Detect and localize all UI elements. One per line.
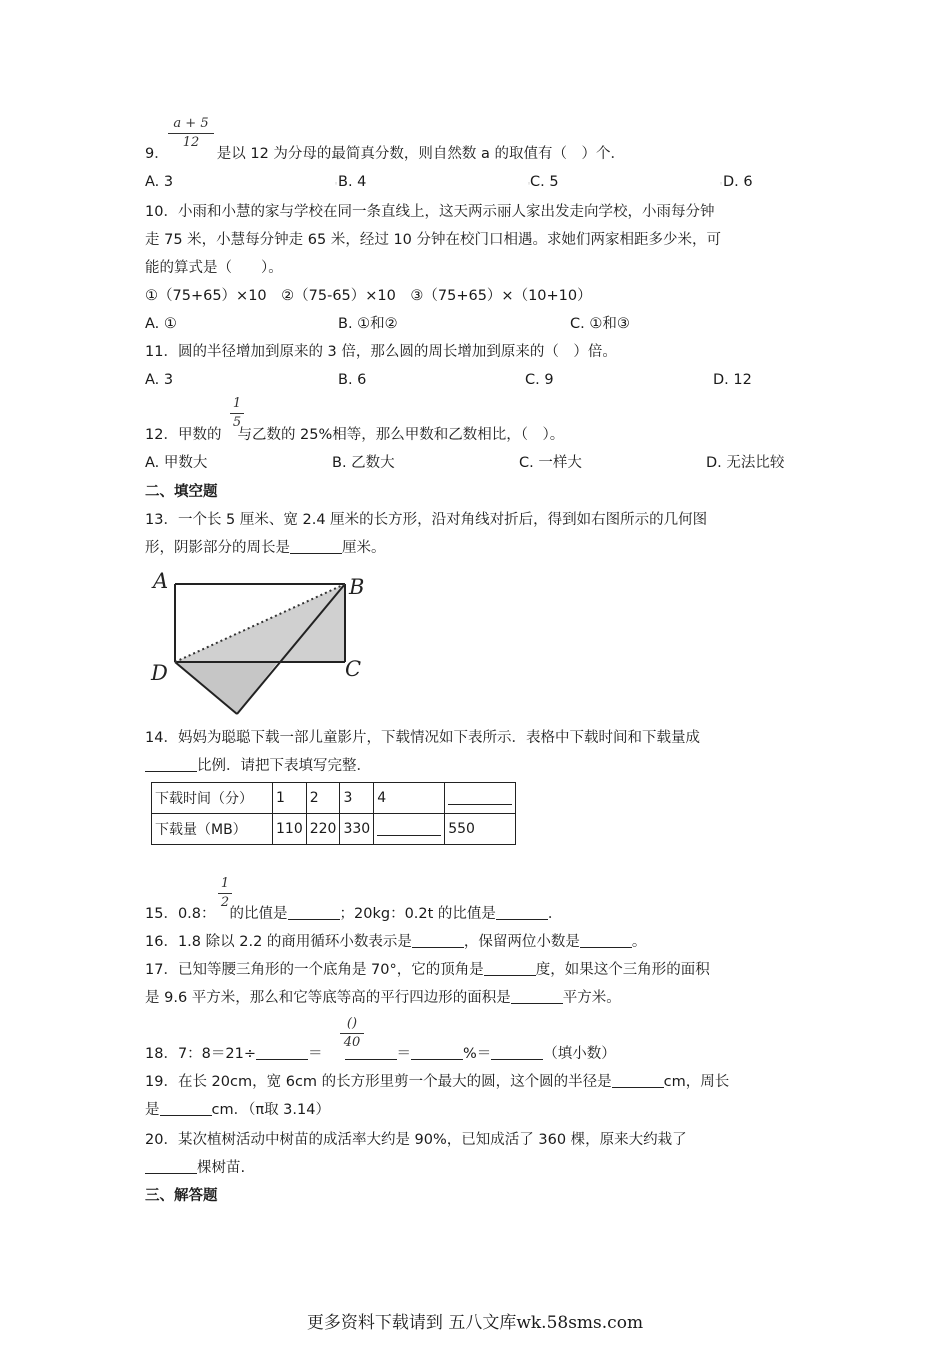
q9-option-d[interactable]: D. 6 <box>723 174 753 190</box>
table-row <box>152 814 516 845</box>
q9-question <box>145 144 625 164</box>
q13-line-2: 形，阴影部分的周长是 厘米。 <box>145 540 386 556</box>
q14-line-2: 比例．请把下表填写完整． <box>145 756 371 776</box>
q14-line-1: 14．妈妈为聪聪下载一部儿童影片，下载情况如下表所示．表格中下载时间和下载量成 <box>145 730 700 746</box>
q18-fraction-numerator: () <box>346 1016 358 1031</box>
q10-option-c[interactable]: C. ①和③ <box>570 316 630 332</box>
q11-option-d[interactable]: D. 12 <box>713 372 752 388</box>
q20-line-1: 20．某次植树活动中树苗的成活率大约是 90%，已知成活了 360 棵，原来大约栽了 <box>145 1132 687 1148</box>
q12-option-a[interactable]: A. 甲数大 <box>145 455 208 471</box>
q18-question: 18．7：8＝21÷ ＝ ＝ %＝ （填小数） <box>145 1046 616 1062</box>
q17-blank-1[interactable] <box>484 961 536 976</box>
q19-line-1: 19．在长 20cm，宽 6cm 的长方形里剪一个最大的圆，这个圆的半径是 cm，周长 <box>145 1074 730 1090</box>
table-cell: 4 <box>374 783 445 814</box>
q9-fraction-numerator: a + 5 <box>173 116 209 131</box>
download-table <box>151 782 516 845</box>
q12-option-c[interactable]: C. 一样大 <box>519 455 582 471</box>
q9-text: 是以 12 为分母的最简真分数，则自然数 a 的取值有（ ）个． <box>216 146 626 162</box>
q9-option-a[interactable]: A. 3 <box>145 174 174 190</box>
q16-blank-2[interactable] <box>580 933 632 948</box>
table-cell-blank[interactable] <box>374 814 445 845</box>
q19-line-2: 是 cm．（π取 3.14） <box>145 1102 330 1118</box>
q17-line-2: 是 9.6 平方米，那么和它等底等高的平行四边形的面积是 平方米。 <box>145 990 621 1006</box>
q12-option-d[interactable]: D. 无法比较 <box>706 455 785 471</box>
q20-line-2: 棵树苗. <box>145 1158 245 1178</box>
q9-fraction-denominator: 12 <box>182 135 200 150</box>
table-cell: 550 <box>445 814 516 845</box>
q11-option-c[interactable]: C. 9 <box>525 372 554 388</box>
q12-fraction-denominator: 5 <box>232 415 242 430</box>
q11-option-b[interactable]: B. 6 <box>338 372 367 388</box>
q18-fraction-denominator: 40 <box>343 1035 361 1050</box>
q18-blank-3[interactable] <box>411 1045 463 1060</box>
q16-blank-1[interactable] <box>412 933 464 948</box>
section-2-heading: 二、填空题 <box>145 484 218 500</box>
q18-blank-4[interactable] <box>491 1045 543 1060</box>
table-cell: 1 <box>273 783 307 814</box>
q15-blank-1[interactable] <box>288 905 340 920</box>
q12-option-b[interactable]: B. 乙数大 <box>332 455 395 471</box>
q18-blank-1[interactable] <box>256 1045 308 1060</box>
q15-question: 15．0.8： 的比值是 ；20kg：0.2t 的比值是 ． <box>145 906 563 922</box>
q13-folded-rectangle-figure <box>145 568 375 720</box>
table-cell: 220 <box>306 814 340 845</box>
q12-fraction-numerator: 1 <box>232 396 242 411</box>
label-b: B <box>349 575 365 599</box>
q9-option-b[interactable]: B. 4 <box>338 174 367 190</box>
q10-line-3: 能的算式是（ ）。 <box>145 260 283 276</box>
section-3-heading: 三、解答题 <box>145 1188 218 1204</box>
table-row <box>152 783 516 814</box>
q10-formulas: ①（75+65）×10 ②（75-65）×10 ③（75+65）×（10+10） <box>145 288 592 304</box>
table-cell: 330 <box>340 814 374 845</box>
label-a: A <box>153 569 169 593</box>
q18-blank-2[interactable] <box>345 1045 397 1060</box>
q12-text-before: 12．甲数的 <box>145 427 222 443</box>
q14-answer-blank[interactable] <box>145 757 197 772</box>
label-d: D <box>151 661 168 685</box>
q12-text-after: 与乙数的 25%相等，那么甲数和乙数相比，（ ）。 <box>237 427 565 443</box>
q19-blank-2[interactable] <box>160 1101 212 1116</box>
label-c: C <box>345 657 362 681</box>
table-cell: 下载量（MB） <box>152 814 273 845</box>
q13-answer-blank[interactable] <box>290 539 342 554</box>
q11-question: 11．圆的半径增加到原来的 3 倍，那么圆的周长增加到原来的（ ）倍。 <box>145 344 617 360</box>
q9-number: 9． <box>145 146 169 162</box>
q11-option-a[interactable]: A. 3 <box>145 372 174 388</box>
table-cell-blank[interactable] <box>445 783 516 814</box>
q15-fraction-numerator: 1 <box>220 876 230 891</box>
table-cell: 3 <box>340 783 374 814</box>
q15-blank-2[interactable] <box>496 905 548 920</box>
q19-blank-1[interactable] <box>612 1073 664 1088</box>
q12-question <box>145 425 564 445</box>
table-cell: 2 <box>306 783 340 814</box>
q10-line-2: 走 75 米，小慧每分钟走 65 米，经过 10 分钟在校门口相遇。求她们两家相距多少米，可 <box>145 232 722 248</box>
q10-option-a[interactable]: A. ① <box>145 316 177 332</box>
q10-option-b[interactable]: B. ①和② <box>338 316 398 332</box>
q13-line-1: 13．一个长 5 厘米、宽 2.4 厘米的长方形，沿对角线对折后，得到如右图所示的几何图 <box>145 512 708 528</box>
q15-fraction-denominator: 2 <box>220 895 230 910</box>
q9-option-c[interactable]: C. 5 <box>530 174 559 190</box>
q17-blank-2[interactable] <box>511 989 563 1004</box>
q17-line-1: 17．已知等腰三角形的一个底角是 70°，它的顶角是 度，如果这个三角形的面积 <box>145 962 710 978</box>
q16-question: 16．1.8 除以 2.2 的商用循环小数表示是 ，保留两位小数是 。 <box>145 934 647 950</box>
worksheet-page: a + 5 12 9． 是以 12 为分母的最简真分数，则自然数 a 的取值有（ ）个． A. 3 B. 4 C. 5 D. 6 ◦ ◦ ◦ 10．小雨和小慧的家与学校在同一条直线上，这天两示丽人家出发走向学校，小雨每分钟 走 75 米，小慧每分钟走 65 米，经过 10 分钟在校门口相遇。求她们两家相距多少米，可 能的算式是（ ）。 ①（75+65）×10 ②（75-65）×10 ③（75+65）×（10+10） A. ① B. ①和② C. ①和③ 11．圆的半径增加到原来的 3 倍，那么圆的周长增加到原来的（ ）倍。 A. 3 B. 6 C. 9 D. 12 1 5 12．甲数的 与乙数的 25%相等，那么甲数和乙数相比，（ ）。 A. 甲数大 B. 乙数大 C. 一样大 D. 无法比较 二、填空题 13．一个长 5 厘米、宽 2.4 厘米的长方形，沿对角线对折后，得到如右图所示的几何图 形，阴影部分的周长是 厘米。 A B C D 14．妈妈为聪聪下载一部儿童影片，下载情况如下表所示．表格中下载时间和下载量成 比例．请把下表填写完整． 下载时间（分） 1 2 3 4 下载量（MB） 110 220 330 550 1 2 15．0.8： 的比值是 ；20kg：0.2t 的比值是 ． 16．1.8 除以 2.2 的商用循环小数表示是 ，保留两位小数是 。 17．已知等腰三角形的一个底角是 70°，它的顶角是 度，如果这个三角形的面积 是 9.6 平方米，那么和它等底等高的平行四边形的面积是 平方米。 () 40 18．7：8＝21÷ ＝ ＝ %＝ （填小数） 19．在长 20cm，宽 6cm 的长方形里剪一个最大的圆，这个圆的半径是 cm，周长 是 cm．（π取 3.14） 20．某次植树活动中树苗的成活率大约是 90%，已知成活了 360 棵，原来大约栽了 棵树苗. 三、解答题 更多资料下载请到 五八文库wk.58sms.com <box>0 0 950 1346</box>
table-cell: 110 <box>273 814 307 845</box>
q20-blank[interactable] <box>145 1159 197 1174</box>
table-cell: 下载时间（分） <box>152 783 273 814</box>
footer-download-link[interactable]: 更多资料下载请到 五八文库wk.58sms.com <box>306 1313 644 1333</box>
q10-line-1: 10．小雨和小慧的家与学校在同一条直线上，这天两示丽人家出发走向学校，小雨每分钟 <box>145 204 715 220</box>
